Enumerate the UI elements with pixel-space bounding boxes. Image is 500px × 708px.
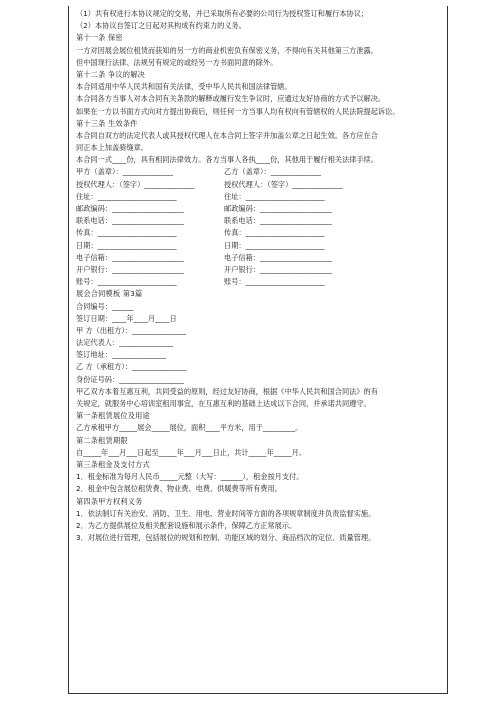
signing-address-field: 签订地址：_______________ xyxy=(76,350,166,360)
party-b-postcode: 邮政编码：____________________ xyxy=(224,204,332,213)
clause-10-item-1: （1）共有权进行本协议规定的交易，并已采取所有必要的公司行为授权签订和履行本协议； xyxy=(76,9,369,18)
party-a-email: 电子信箱：____________________ xyxy=(76,252,184,262)
preamble-2: 关规定，就服务中心培训室租用事宜，在互惠互利的基础上达成以下合同，并承诺共同遵守。 xyxy=(76,399,371,408)
legal-rep-field: 法定代表人：_______________ xyxy=(76,338,174,348)
article-3-item-1: 1．租金标准为每月人民币_____元整（大写：______），租金按月支付。 xyxy=(76,472,304,482)
party-b-fax: 传真：______________________ xyxy=(224,228,325,238)
party-b-account: 账号：______________________ xyxy=(224,277,325,287)
clause-12-text-1: 本合同适用中华人民共和国有关法律，受中华人民共和国法律管辖。 xyxy=(76,82,292,92)
lessor-field: 甲 方（出租方）：_______________ xyxy=(76,325,187,335)
signing-date: 签订日期：____年____月____日 xyxy=(76,313,177,323)
article-2-heading: 第二条租赁期限 xyxy=(76,435,128,445)
article-1-heading: 第一条租赁展位及用途 xyxy=(76,411,150,421)
clause-11-text-2: 但中国现行法律、法规另有规定的或经另一方书面同意的除外。 xyxy=(76,57,278,67)
party-b-bank: 开户银行：____________________ xyxy=(224,264,332,274)
clause-13-text-1: 本合同自双方的法定代表人或其授权代理人在本合同上签字并加盖公章之日起生效。各方应在合 xyxy=(76,130,378,140)
article-1-text: 乙方承租甲方_____展会_____展位，面积____平方米，用于_________。 xyxy=(76,423,303,433)
party-a-phone: 联系电话：____________________ xyxy=(76,216,184,226)
clause-13-heading: 第十三条 生效条件 xyxy=(76,118,138,128)
article-4-item-2: 2．为乙方提供展位及相关配套设施和展示条件，保障乙方正常展示。 xyxy=(76,520,297,530)
document-body xyxy=(76,8,444,544)
party-a-seal: 甲方（盖章）：______________ xyxy=(76,167,174,177)
id-number-field: 身份证号码：__________________ xyxy=(76,374,184,384)
party-a-address: 住址：______________________ xyxy=(76,191,177,201)
article-4-heading: 第四条甲方权利义务 xyxy=(76,496,143,506)
clause-12-text-3: 如果在一方以书面方式向对方提出协商后，则任何一方当事人均有权向有管辖权的人民法院提起诉讼。 xyxy=(76,106,400,116)
clause-10-item-2: （2）本协议自签订之日起对其构成有约束力的义务。 xyxy=(76,21,246,31)
template-title: 展会合同模板 第3篇 xyxy=(76,289,143,299)
clause-12-text-2: 本合同各方当事人对本合同有关条款的解释或履行发生争议时，应通过友好协商的方式予以解决。 xyxy=(76,94,386,104)
article-2-text: 自_____年___月___日起至_____年___月___日止，共计_____年_____月。 xyxy=(76,447,307,457)
lessee-field: 乙 方（承租方）：_______________ xyxy=(76,362,187,372)
party-b-column xyxy=(224,166,372,288)
party-a-postcode: 邮政编码：____________________ xyxy=(76,204,184,213)
clause-12-heading: 第十二条 争议的解决 xyxy=(76,69,145,79)
article-4-item-1: 1．依法制订有关治安、消防、卫生、用电、营业时间等方面的各项规章制度并负责监督实施。 xyxy=(76,508,376,518)
copies-statement: 本合同一式____份，具有相同法律效力。各方当事人各执____份，其他用于履行相关法律手续。 xyxy=(76,155,378,165)
party-a-fax: 传真：______________________ xyxy=(76,228,177,238)
party-b-phone: 联系电话：____________________ xyxy=(224,216,332,226)
party-a-account: 账号：______________________ xyxy=(76,277,177,287)
signature-block xyxy=(76,166,444,288)
party-b-agent: 授权代理人：（签字）______________ xyxy=(224,179,343,189)
clause-11-text-1: 一方对因展会展位租赁而获知的另一方的商业机密负有保密义务，不得向有关其他第三方泄露， xyxy=(76,45,378,55)
party-b-seal: 乙方（盖章）：______________ xyxy=(224,167,322,177)
party-b-address: 住址：______________________ xyxy=(224,191,325,201)
party-a-bank: 开户银行：____________________ xyxy=(76,264,184,274)
preamble-1: 甲乙双方本着互惠互利，共同受益的原则，经过友好协商，根据《中华人民共和国合同法》的有 xyxy=(76,386,378,396)
contract-number: 合同编号：______ xyxy=(76,301,134,311)
clause-11-heading: 第十一条 保密 xyxy=(76,33,123,43)
party-a-date: 日期：______________________ xyxy=(76,240,177,250)
party-a-column xyxy=(76,166,224,288)
article-3-heading: 第三条租金及支付方式 xyxy=(76,459,150,469)
party-a-agent: 授权代理人：（签字）______________ xyxy=(76,179,195,189)
party-b-email: 电子信箱：____________________ xyxy=(224,252,332,262)
article-3-item-2: 2．租金中包含展位租赁费、物业费、电费、供暖费等所有费用。 xyxy=(76,484,282,494)
party-b-date: 日期：______________________ xyxy=(224,240,325,250)
clause-13-text-2: 同正本上加盖骑缝章。 xyxy=(76,143,148,153)
article-4-item-3: 3．对展位进行管理，包括展位的规划和控制、功能区域的划分、商品档次的定位、质量管理。 xyxy=(76,533,376,543)
